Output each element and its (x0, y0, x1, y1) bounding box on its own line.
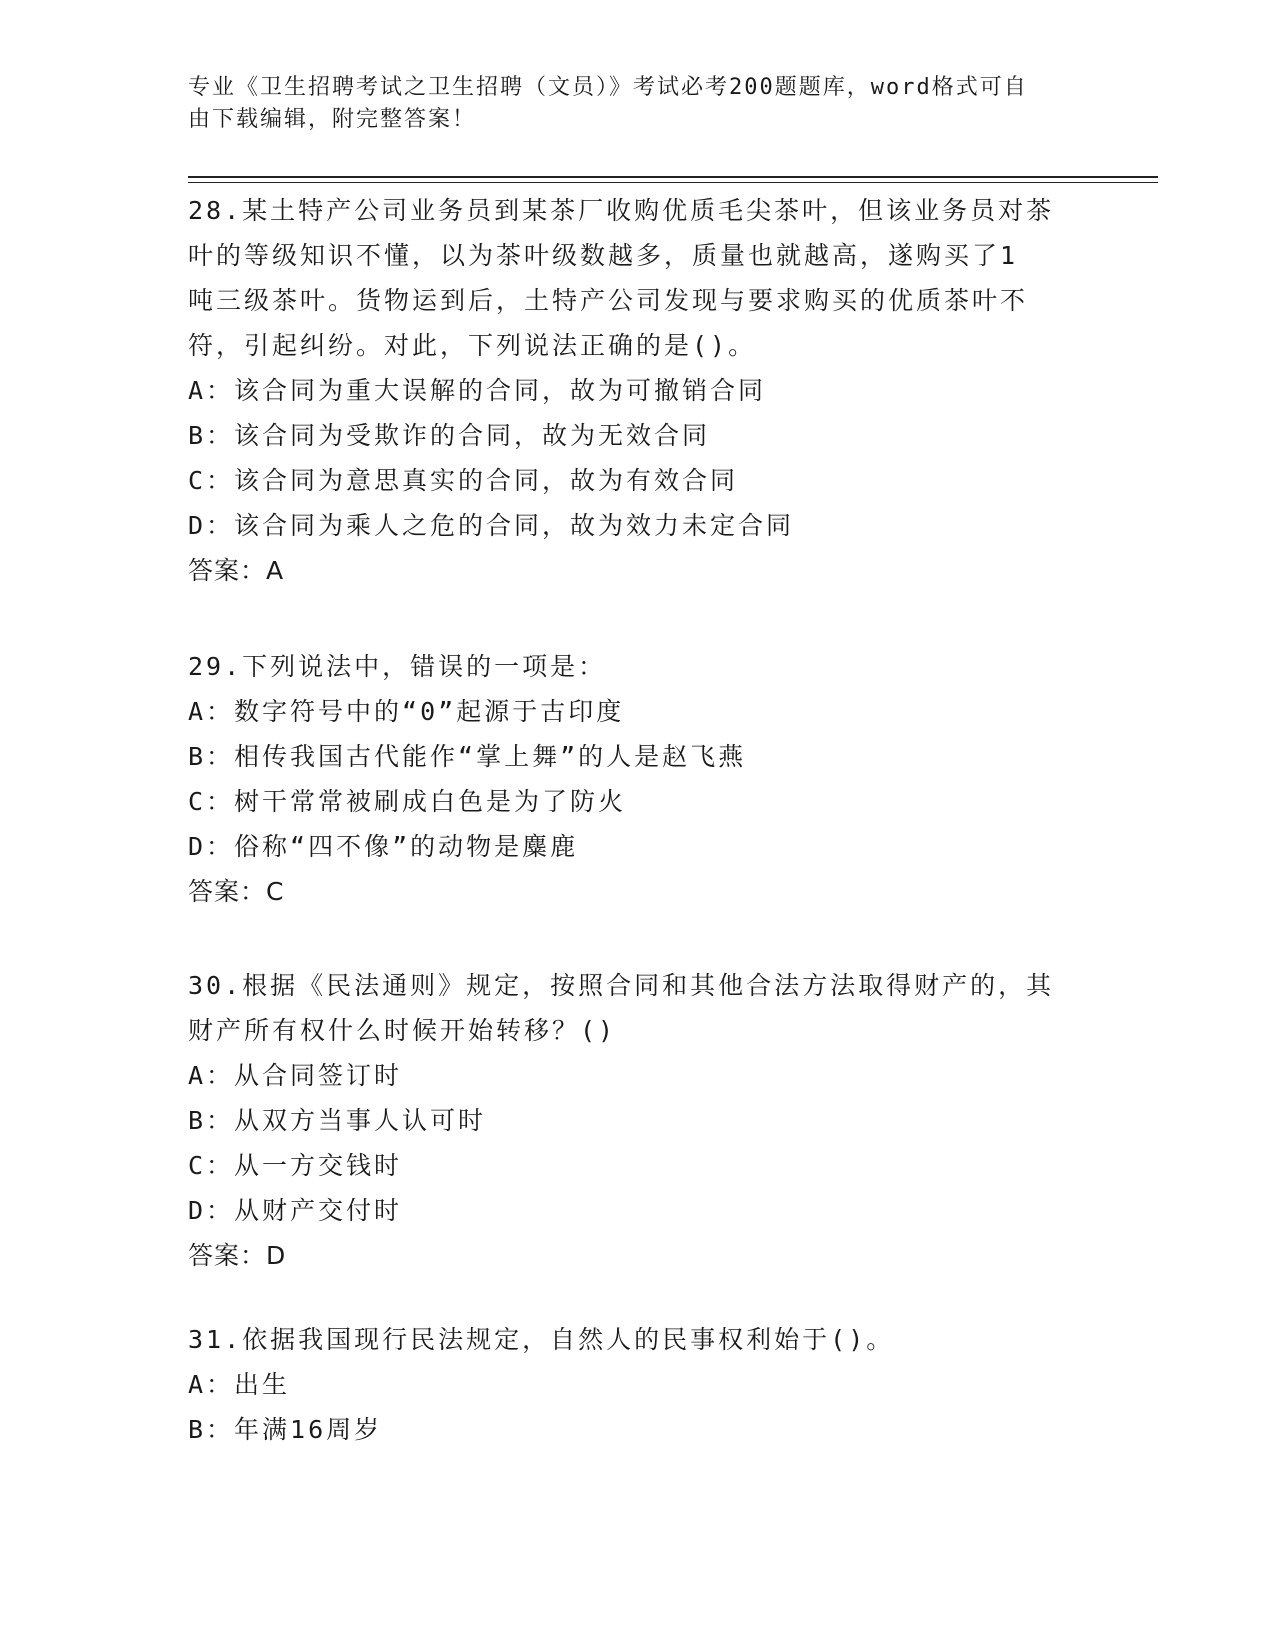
option-a: A：出生 (188, 1370, 291, 1399)
answer-label: 答案：C (188, 877, 285, 906)
header-divider-thin (188, 182, 1158, 183)
option-c: C：该合同为意思真实的合同，故为有效合同 (188, 466, 739, 495)
question-stem-line: 符，引起纠纷。对此，下列说法正确的是()。 (188, 331, 757, 360)
question-stem-line: 财产所有权什么时候开始转移？() (188, 1016, 617, 1045)
option-d: D：该合同为乘人之危的合同，故为效力未定合同 (188, 511, 795, 540)
question-29 (188, 644, 1088, 914)
question-stem-line: 28.某土特产公司业务员到某茶厂收购优质毛尖茶叶，但该业务员对茶 (188, 196, 1055, 225)
option-b: B：相传我国古代能作“掌上舞”的人是赵飞燕 (188, 742, 747, 771)
question-30 (188, 963, 1088, 1278)
option-b: B：年满16周岁 (188, 1415, 383, 1444)
answer-label: 答案：D (188, 1241, 287, 1270)
question-stem-line: 吨三级茶叶。货物运到后，土特产公司发现与要求购买的优质茶叶不 (188, 286, 1029, 315)
document-header (188, 72, 1088, 136)
option-b: B：该合同为受欺诈的合同，故为无效合同 (188, 421, 711, 450)
question-stem-line: 31.依据我国现行民法规定，自然人的民事权利始于()。 (188, 1325, 895, 1354)
question-28 (188, 188, 1088, 593)
option-a: A：该合同为重大误解的合同，故为可撤销合同 (188, 376, 767, 405)
option-c: C：树干常常被刷成白色是为了防火 (188, 787, 627, 816)
option-b: B：从双方当事人认可时 (188, 1106, 487, 1135)
option-a: A：数字符号中的“0”起源于古印度 (188, 697, 625, 726)
option-d: D：从财产交付时 (188, 1196, 403, 1225)
option-d: D：俗称“四不像”的动物是麋鹿 (188, 832, 579, 861)
question-stem-line: 29.下列说法中，错误的一项是： (188, 652, 607, 681)
option-c: C：从一方交钱时 (188, 1151, 403, 1180)
question-31 (188, 1317, 1088, 1452)
option-a: A：从合同签订时 (188, 1061, 403, 1090)
question-stem-line: 30.根据《民法通则》规定，按照合同和其他合法方法取得财产的，其 (188, 971, 1055, 1000)
header-divider-thick (188, 176, 1158, 178)
header-line-2: 由下载编辑，附完整答案！ (188, 107, 477, 132)
header-line-1: 专业《卫生招聘考试之卫生招聘（文员）》考试必考200题题库，word格式可自 (188, 75, 1028, 100)
question-stem-line: 叶的等级知识不懂，以为茶叶级数越多，质量也就越高，遂购买了1 (188, 241, 1019, 270)
answer-label: 答案：A (188, 556, 285, 585)
